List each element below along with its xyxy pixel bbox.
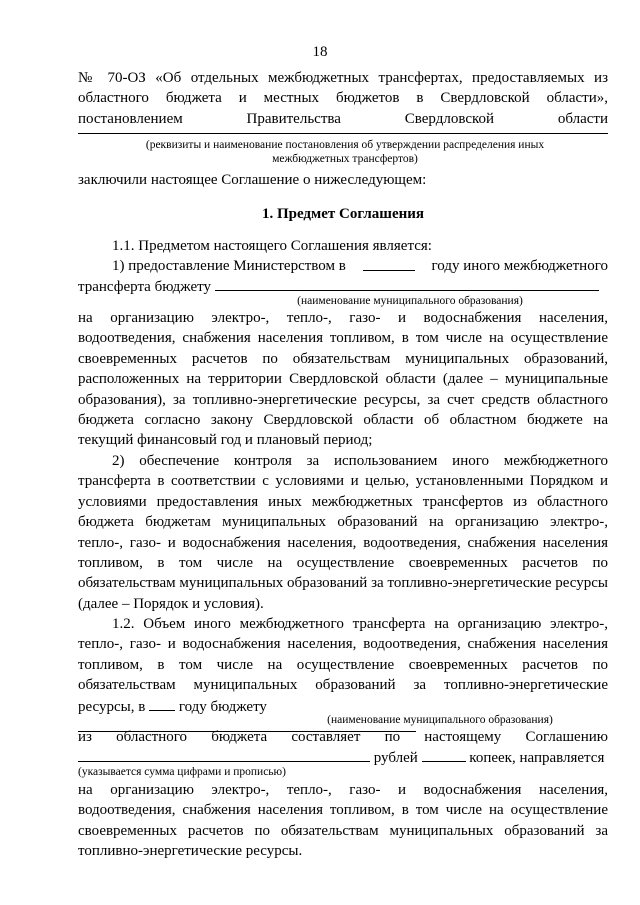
p12-res-a: ресурсы, в xyxy=(78,699,146,715)
p12-res-b: году бюджету xyxy=(178,699,267,715)
body-line-1: на организацию электро-, тепло-, газо- и водоснабжения населения, xyxy=(78,310,608,326)
para-1-1-1-text-b: году иного межбюджетного xyxy=(431,258,608,274)
body-line-3: своевременных расчетов по обязательствам муниципальных образований, xyxy=(78,350,608,367)
p12-body-line-3: своевременных расчетов по обязательствам муниципальных образований за xyxy=(78,822,608,839)
p12-word-3: бюджета xyxy=(211,729,268,745)
caption-resolution: (реквизиты и наименование постановления об утверждении распределения иных межбюджетных трансфертов) xyxy=(145,139,545,165)
p12-body-line-2: водоотведения, снабжения населения топливом, в том числе на осуществление xyxy=(78,802,608,819)
p12-word-1: из xyxy=(78,729,92,745)
intro-line-3: постановлением Правительства Свердловской области xyxy=(78,110,608,127)
intro-line-1: № 70-ОЗ «Об отдельных межбюджетных трансфертах, предоставляемых из xyxy=(78,70,608,86)
intro-line-2: областного бюджета и местных бюджетов в Свердловской области», xyxy=(78,90,608,107)
p12-body-line-4: топливно-энергетические ресурсы. xyxy=(78,843,303,860)
item2-line-4: бюджета бюджетам муниципальных образований на организацию электро-, xyxy=(78,514,608,531)
item2-line-5: тепло-, газо- и водоснабжения населения, водоотведения, снабжения населения xyxy=(78,534,608,551)
intro-closing: заключили настоящее Соглашение о нижеследующем: xyxy=(78,172,427,188)
item2-line-2: трансферта в соответствии с условиями и целью, установленными Порядком и xyxy=(78,473,608,490)
blank-line-resolution xyxy=(78,133,608,134)
p12-row xyxy=(78,727,608,747)
p12-line-4: обязательствам муниципальных образований за топливно-энергетические xyxy=(78,677,608,694)
item2-line-8: (далее – Порядок и условия). xyxy=(78,595,264,612)
body-line-6: бюджета согласно закону Свердловской области об областном бюджете на xyxy=(78,412,608,429)
item2-line-1: 2) обеспечение контроля за использованием иного межбюджетного xyxy=(112,453,608,469)
body-line-7: текущий финансовый год и плановый период; xyxy=(78,432,373,449)
p12-body-line-1: на организацию электро-, тепло-, газо- и водоснабжения населения, xyxy=(78,782,608,798)
para-1-1-2 xyxy=(78,451,608,614)
caption-municipal-2: (наименование муниципального образования) xyxy=(327,714,553,726)
page-number: 18 xyxy=(312,44,328,60)
p12-word-7: Соглашению xyxy=(525,729,608,745)
para-1-1-1-text-c: трансферта бюджету xyxy=(78,279,211,295)
intro-block xyxy=(78,68,608,129)
para-1-1-1-body xyxy=(78,308,608,451)
caption-municipal-1: (наименование муниципального образования) xyxy=(297,295,523,307)
item2-line-3: условиями предоставления иных межбюджетных трансфертов из областного xyxy=(78,493,608,510)
blank-year-1 xyxy=(363,256,415,271)
body-line-4: расположенных на территории Свердловской области (далее – муниципальные xyxy=(78,371,608,388)
p12-body xyxy=(78,780,608,862)
item2-line-6: топливом, в том числе на осуществление своевременных расчетов по xyxy=(78,555,608,572)
p12-line-2: тепло-, газо- и водоснабжения населения, водоотведения, снабжения населения xyxy=(78,636,608,653)
blank-municipal-1 xyxy=(215,276,599,291)
blank-kopecks xyxy=(422,747,466,762)
body-line-5: образования), за топливно-энергетические ресурсы, за счет средств областного xyxy=(78,391,608,408)
p12-kop: копеек, направляется xyxy=(469,750,605,766)
p12-word-6: настоящему xyxy=(424,729,502,745)
item2-line-7: обязательствам муниципальных образований за топливно-энергетические ресурсы xyxy=(78,575,608,592)
para-1-1-1-text-a: 1) предоставление Министерством в xyxy=(112,258,346,274)
section-title: 1. Предмет Соглашения xyxy=(261,206,425,222)
caption-amount: (указывается сумма цифрами и прописью) xyxy=(78,766,286,778)
para-1-1: 1.1. Предметом настоящего Соглашения является: xyxy=(112,238,432,254)
p12-word-5: по xyxy=(384,729,401,745)
p12-line-3: топливом, в том числе на осуществление своевременных расчетов по xyxy=(78,656,608,673)
p12-word-4: составляет xyxy=(291,729,361,745)
para-1-1-1-line1 xyxy=(78,256,608,276)
blank-amount xyxy=(78,747,370,762)
p12-word-2: областного xyxy=(116,729,188,745)
blank-year-2 xyxy=(149,696,175,711)
para-1-2 xyxy=(78,614,608,696)
p12-rub: рублей xyxy=(373,750,418,766)
p12-line-1: 1.2. Объем иного межбюджетного трансферта на организацию электро-, xyxy=(112,616,608,632)
body-line-2: водоотведения, снабжения населения топливом, в том числе на осуществление xyxy=(78,330,608,347)
